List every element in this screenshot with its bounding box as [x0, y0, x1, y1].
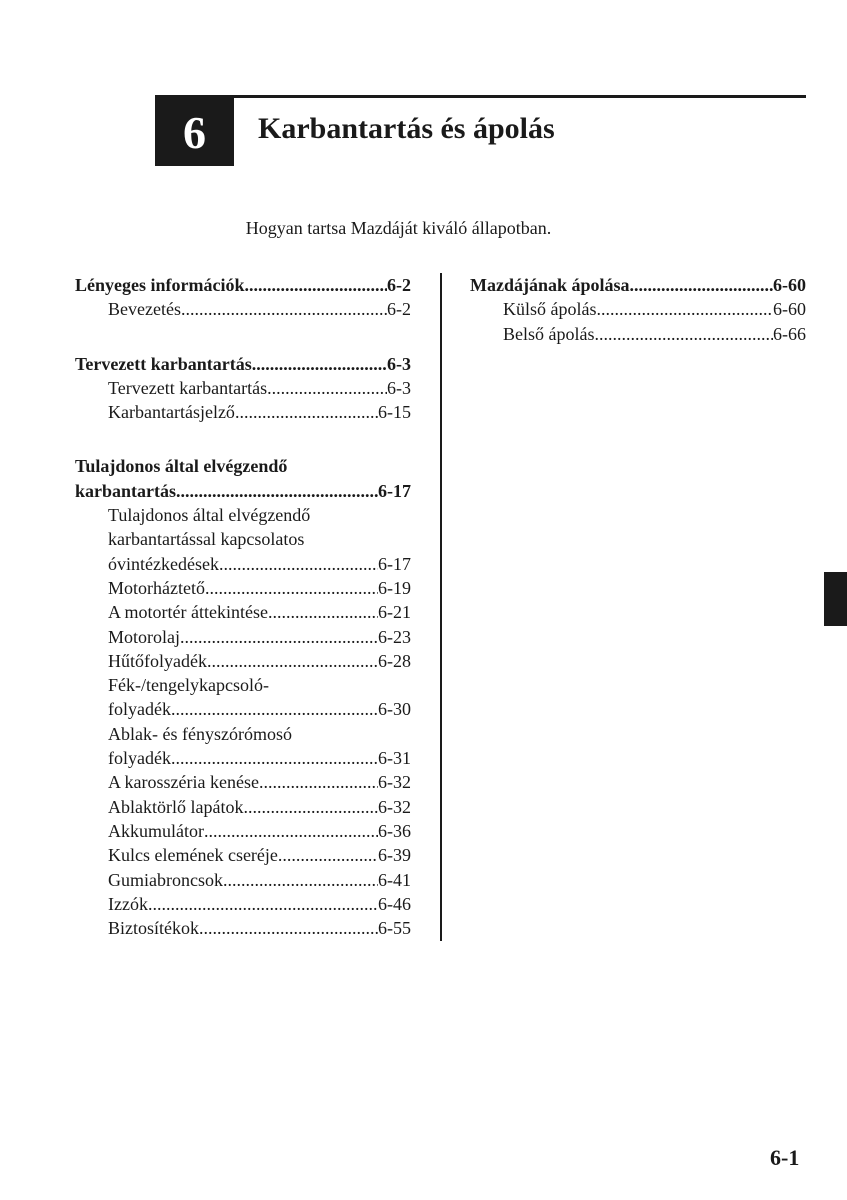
chapter-number: 6 [183, 106, 206, 158]
toc-page-ref: 6-2 [387, 299, 411, 320]
toc-leader-dots [205, 576, 378, 600]
toc-entry[interactable] [75, 770, 411, 794]
toc-page-ref: 6-17 [378, 480, 411, 501]
toc-page-ref: 6-23 [378, 626, 411, 647]
toc-entry-label: A motortér áttekintése [108, 602, 268, 623]
toc-entry[interactable] [75, 746, 411, 770]
toc-leader-dots [244, 273, 387, 297]
toc-entry[interactable] [470, 297, 806, 321]
toc-page-ref: 6-3 [387, 353, 411, 374]
toc-entry[interactable] [75, 600, 411, 624]
toc-left-column [75, 273, 411, 940]
toc-page-ref: 6-2 [387, 275, 411, 295]
toc-entry-line[interactable]: karbantartással kapcsolatos [108, 529, 305, 550]
toc-entry[interactable] [75, 843, 411, 867]
toc-entry-label: óvintézkedések [108, 553, 219, 574]
toc-section-title-line[interactable]: Tulajdonos által elvégzendő [75, 456, 288, 477]
toc-page-ref: 6-60 [773, 299, 806, 320]
toc-leader-dots [235, 400, 378, 424]
toc-leader-dots [259, 770, 378, 794]
chapter-number-box [155, 98, 234, 166]
toc-section-apolas[interactable] [470, 273, 806, 297]
toc-leader-dots [181, 297, 387, 321]
header-rule [155, 95, 806, 98]
toc-page-ref: 6-15 [378, 402, 411, 423]
toc-entry-label: folyadék [108, 699, 171, 720]
toc-entry[interactable] [75, 552, 411, 576]
toc-page-ref: 6-32 [378, 796, 411, 817]
toc-section-lenyeges[interactable] [75, 273, 411, 297]
toc-page-ref: 6-60 [773, 275, 806, 295]
toc-page-ref: 6-32 [378, 772, 411, 793]
toc-page-ref: 6-66 [773, 323, 806, 344]
toc-leader-dots [219, 552, 378, 576]
toc-entry-label: Motorolaj [108, 626, 180, 647]
toc-page-ref: 6-19 [378, 577, 411, 598]
toc-entry-label: Biztosítékok [108, 918, 199, 939]
toc-entry-label: A karosszéria kenése [108, 772, 259, 793]
toc-leader-dots [204, 819, 378, 843]
toc-leader-dots [595, 322, 774, 346]
toc-entry[interactable] [470, 322, 806, 346]
toc-leader-dots [223, 868, 378, 892]
toc-leader-dots [148, 892, 378, 916]
toc-entry-label: Tervezett karbantartás [108, 377, 268, 398]
toc-page-ref: 6-3 [387, 377, 411, 398]
toc-leader-dots [180, 625, 378, 649]
toc-section-tervezett[interactable] [75, 352, 411, 376]
toc-leader-dots [630, 273, 773, 297]
page-number: 6-1 [770, 1145, 800, 1170]
toc-entry-label: Izzók [108, 893, 148, 914]
toc-entry-label: Motorháztető [108, 577, 205, 598]
toc-leader-dots [252, 352, 387, 376]
toc-page-ref: 6-36 [378, 820, 411, 841]
toc-entry[interactable] [75, 795, 411, 819]
section-gap [75, 322, 411, 352]
column-divider [440, 273, 442, 941]
toc-leader-dots [267, 376, 387, 400]
toc-leader-dots [268, 600, 378, 624]
toc-entry-label: Kulcs elemének cseréje [108, 845, 278, 866]
toc-entry[interactable] [75, 916, 411, 940]
toc-entry-line[interactable]: Fék-/tengelykapcsoló- [108, 675, 269, 696]
toc-entry-label: Hűtőfolyadék [108, 650, 207, 671]
toc-entry-label: Ablaktörlő lapátok [108, 796, 244, 817]
toc-leader-dots [597, 297, 774, 321]
toc-leader-dots [199, 916, 378, 940]
toc-page-ref: 6-17 [378, 553, 411, 574]
toc-page-ref: 6-39 [378, 845, 411, 866]
toc-entry[interactable] [75, 297, 411, 321]
toc-section-title: Lényeges információk [75, 275, 245, 295]
toc-entry[interactable] [75, 400, 411, 424]
toc-right-column [470, 273, 806, 346]
toc-leader-dots [243, 795, 378, 819]
toc-leader-dots [207, 649, 378, 673]
toc-entry-label: Bevezetés [108, 299, 181, 320]
chapter-thumb-tab [824, 572, 847, 626]
toc-entry[interactable] [75, 625, 411, 649]
toc-page-ref: 6-31 [378, 748, 411, 769]
toc-entry[interactable] [75, 649, 411, 673]
toc-section-tulajdonos[interactable] [75, 479, 411, 503]
toc-page-ref: 6-28 [378, 650, 411, 671]
toc-entry[interactable] [75, 868, 411, 892]
toc-entry-label: Külső ápolás [503, 299, 597, 320]
toc-page-ref: 6-30 [378, 699, 411, 720]
toc-leader-dots [171, 746, 378, 770]
chapter-subtitle: Hogyan tartsa Mazdáját kiváló állapotban. [245, 218, 552, 238]
toc-page-ref: 6-41 [378, 869, 411, 890]
toc-section-title: Tervezett karbantartás [75, 353, 252, 374]
chapter-title: Karbantartás és ápolás [258, 112, 555, 145]
section-gap [75, 424, 411, 454]
toc-entry-label: Akkumulátor [108, 820, 204, 841]
toc-section-title: Mazdájának ápolása [470, 275, 630, 295]
toc-entry-label: Karbantartásjelző [108, 402, 235, 423]
toc-page-ref: 6-21 [378, 602, 411, 623]
toc-leader-dots [278, 843, 378, 867]
toc-page-ref: 6-55 [378, 918, 411, 939]
toc-entry-label: Belső ápolás [503, 323, 595, 344]
toc-entry-line[interactable]: Ablak- és fényszórómosó [108, 723, 292, 744]
toc-leader-dots [176, 479, 378, 503]
toc-entry[interactable] [75, 697, 411, 721]
toc-page-ref: 6-46 [378, 893, 411, 914]
toc-entry-label: Gumiabroncsok [108, 869, 223, 890]
toc-entry[interactable] [75, 819, 411, 843]
toc-entry[interactable] [75, 576, 411, 600]
toc-section-title: karbantartás [75, 480, 177, 501]
toc-entry-line[interactable]: Tulajdonos által elvégzendő [108, 505, 311, 526]
toc-entry-label: folyadék [108, 748, 171, 769]
toc-entry[interactable] [75, 892, 411, 916]
toc-leader-dots [171, 697, 378, 721]
toc-entry[interactable] [75, 376, 411, 400]
